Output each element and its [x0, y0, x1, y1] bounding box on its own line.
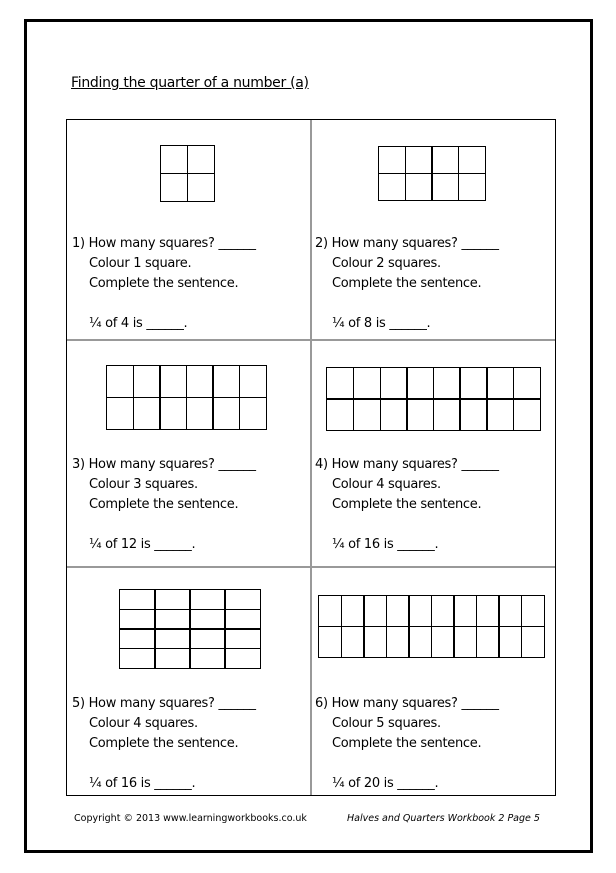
colour-instruction: Colour 5 squares.	[332, 716, 441, 731]
worksheet-title: Finding the quarter of a number (a)	[71, 75, 309, 91]
question-4	[315, 455, 499, 555]
question-text: 5) How many squares? ______	[72, 696, 256, 711]
grid-square[interactable]	[459, 398, 487, 431]
colour-instruction: Colour 1 square.	[89, 256, 192, 271]
grid-square[interactable]	[341, 626, 365, 658]
row-divider	[67, 566, 555, 568]
grid-square[interactable]	[408, 595, 432, 627]
grid-square[interactable]	[106, 365, 134, 398]
grid-square[interactable]	[318, 626, 342, 658]
quarter-sentence: ¼ of 4 is ______.	[89, 316, 188, 331]
complete-instruction: Complete the sentence.	[89, 736, 239, 751]
grid-square[interactable]	[224, 589, 261, 610]
grid-square[interactable]	[406, 367, 434, 400]
grid-square[interactable]	[326, 367, 354, 400]
grid-square[interactable]	[341, 595, 365, 627]
row-divider	[67, 339, 555, 341]
grid-square[interactable]	[431, 626, 455, 658]
grid-square[interactable]	[405, 146, 433, 174]
grid-square[interactable]	[521, 595, 545, 627]
copyright-footer: Copyright © 2013 www.learningworkbooks.co.uk	[74, 813, 307, 824]
grid-square[interactable]	[353, 398, 381, 431]
grid-square[interactable]	[186, 365, 214, 398]
complete-instruction: Complete the sentence.	[89, 276, 239, 291]
grid-square[interactable]	[224, 609, 261, 630]
grid-square[interactable]	[154, 628, 191, 649]
grid-square[interactable]	[363, 626, 387, 658]
grid-square[interactable]	[433, 398, 461, 431]
grid-square[interactable]	[186, 397, 214, 430]
question-3	[72, 455, 256, 555]
grid-square[interactable]	[159, 365, 187, 398]
questions-table	[66, 119, 556, 796]
grid-square[interactable]	[154, 589, 191, 610]
colour-instruction: Colour 3 squares.	[89, 477, 198, 492]
colour-instruction: Colour 4 squares.	[332, 477, 441, 492]
grid-square[interactable]	[513, 367, 541, 400]
grid-square[interactable]	[318, 595, 342, 627]
quarter-sentence: ¼ of 12 is ______.	[89, 537, 196, 552]
quarter-sentence: ¼ of 8 is ______.	[332, 316, 431, 331]
grid-square[interactable]	[119, 628, 156, 649]
square-grid-3[interactable]	[106, 365, 267, 430]
grid-square[interactable]	[498, 595, 522, 627]
colour-instruction: Colour 2 squares.	[332, 256, 441, 271]
grid-square[interactable]	[189, 648, 226, 669]
complete-instruction: Complete the sentence.	[332, 736, 482, 751]
square-grid-5[interactable]	[119, 589, 261, 669]
question-text: 6) How many squares? ______	[315, 696, 499, 711]
grid-square[interactable]	[431, 595, 455, 627]
grid-square[interactable]	[453, 595, 477, 627]
grid-square[interactable]	[189, 628, 226, 649]
question-text: 1) How many squares? ______	[72, 236, 256, 251]
grid-square[interactable]	[476, 595, 500, 627]
grid-square[interactable]	[133, 397, 161, 430]
grid-square[interactable]	[212, 397, 240, 430]
grid-square[interactable]	[498, 626, 522, 658]
grid-square[interactable]	[160, 145, 188, 174]
question-1	[72, 234, 256, 334]
grid-square[interactable]	[212, 365, 240, 398]
grid-square[interactable]	[363, 595, 387, 627]
question-text: 4) How many squares? ______	[315, 457, 499, 472]
grid-square[interactable]	[406, 398, 434, 431]
grid-square[interactable]	[119, 648, 156, 669]
grid-square[interactable]	[431, 173, 459, 201]
question-5	[72, 694, 256, 794]
grid-square[interactable]	[458, 146, 486, 174]
grid-square[interactable]	[239, 397, 267, 430]
grid-square[interactable]	[521, 626, 545, 658]
grid-square[interactable]	[119, 609, 156, 630]
grid-square[interactable]	[133, 365, 161, 398]
grid-square[interactable]	[458, 173, 486, 201]
quarter-sentence: ¼ of 16 is ______.	[332, 537, 439, 552]
grid-square[interactable]	[106, 397, 134, 430]
grid-square[interactable]	[378, 173, 406, 201]
grid-square[interactable]	[224, 648, 261, 669]
grid-square[interactable]	[353, 367, 381, 400]
quarter-sentence: ¼ of 20 is ______.	[332, 776, 439, 791]
grid-square[interactable]	[380, 367, 408, 400]
quarter-sentence: ¼ of 16 is ______.	[89, 776, 196, 791]
question-2	[315, 234, 499, 334]
grid-square[interactable]	[408, 626, 432, 658]
question-6	[315, 694, 499, 794]
grid-square[interactable]	[189, 589, 226, 610]
colour-instruction: Colour 4 squares.	[89, 716, 198, 731]
grid-square[interactable]	[187, 145, 215, 174]
grid-square[interactable]	[189, 609, 226, 630]
grid-square[interactable]	[159, 397, 187, 430]
grid-square[interactable]	[405, 173, 433, 201]
square-grid-2[interactable]	[378, 146, 486, 201]
grid-square[interactable]	[119, 589, 156, 610]
square-grid-4[interactable]	[326, 367, 541, 431]
grid-square[interactable]	[513, 398, 541, 431]
grid-square[interactable]	[187, 173, 215, 202]
grid-square[interactable]	[386, 595, 410, 627]
grid-square[interactable]	[154, 609, 191, 630]
grid-square[interactable]	[380, 398, 408, 431]
grid-square[interactable]	[239, 365, 267, 398]
grid-square[interactable]	[476, 626, 500, 658]
complete-instruction: Complete the sentence.	[89, 497, 239, 512]
grid-square[interactable]	[326, 398, 354, 431]
workbook-page-footer: Halves and Quarters Workbook 2 Page 5	[347, 813, 540, 824]
complete-instruction: Complete the sentence.	[332, 276, 482, 291]
grid-square[interactable]	[224, 628, 261, 649]
grid-square[interactable]	[160, 173, 188, 202]
grid-square[interactable]	[453, 626, 477, 658]
grid-square[interactable]	[486, 398, 514, 431]
square-grid-6[interactable]	[318, 595, 545, 658]
grid-square[interactable]	[486, 367, 514, 400]
grid-square[interactable]	[431, 146, 459, 174]
grid-square[interactable]	[386, 626, 410, 658]
question-text: 3) How many squares? ______	[72, 457, 256, 472]
square-grid-1[interactable]	[160, 145, 215, 202]
grid-square[interactable]	[378, 146, 406, 174]
complete-instruction: Complete the sentence.	[332, 497, 482, 512]
question-text: 2) How many squares? ______	[315, 236, 499, 251]
grid-square[interactable]	[433, 367, 461, 400]
grid-square[interactable]	[459, 367, 487, 400]
column-divider	[310, 120, 312, 795]
grid-square[interactable]	[154, 648, 191, 669]
